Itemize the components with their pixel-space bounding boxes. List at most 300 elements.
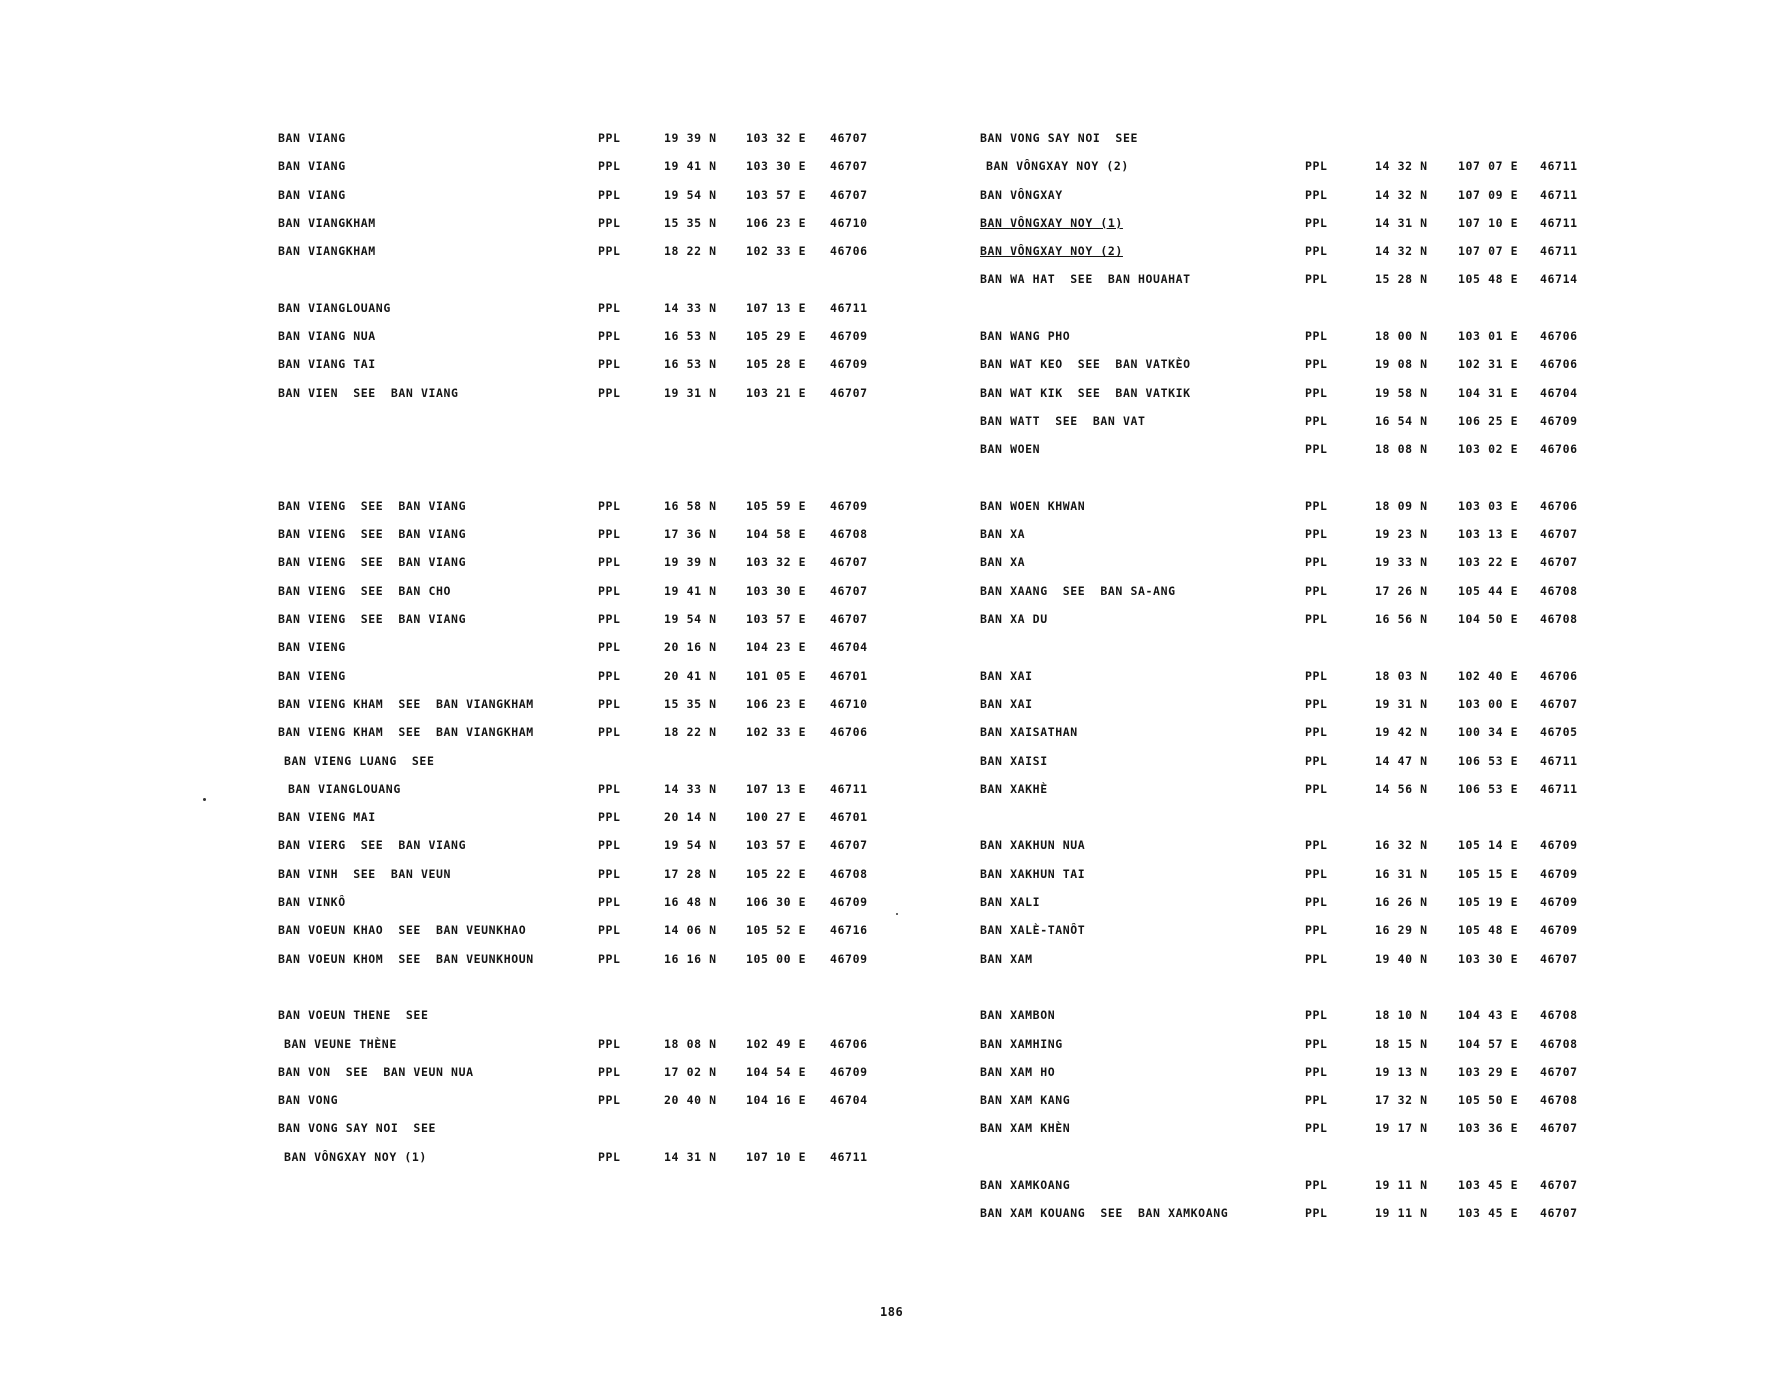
latitude: 16 53 N xyxy=(664,357,717,372)
gazetteer-entry xyxy=(980,668,1600,696)
place-name: BAN VINH SEE BAN VEUN xyxy=(278,866,452,881)
gazetteer-entry xyxy=(278,526,898,554)
feature-class: PPL xyxy=(1305,1206,1328,1221)
longitude: 105 52 E xyxy=(746,923,807,938)
longitude: 107 10 E xyxy=(746,1149,807,1164)
map-code: 46705 xyxy=(1540,725,1578,740)
place-name: BAN WOEN KHWAN xyxy=(980,498,1086,513)
longitude: 104 31 E xyxy=(1458,385,1519,400)
gazetteer-entry xyxy=(980,1036,1600,1064)
longitude: 103 30 E xyxy=(746,583,807,598)
feature-class: PPL xyxy=(1305,1036,1328,1051)
map-code: 46707 xyxy=(830,583,868,598)
gazetteer-entry xyxy=(980,753,1600,781)
place-name: BAN VONG SAY NOI SEE xyxy=(278,1121,436,1136)
place-name: BAN VOEUN KHAO SEE BAN VEUNKHAO xyxy=(278,923,527,938)
map-code: 46709 xyxy=(1540,838,1578,853)
blank-row xyxy=(980,470,1600,498)
map-code: 46707 xyxy=(1540,555,1578,570)
map-code: 46708 xyxy=(830,527,868,542)
gazetteer-entry xyxy=(278,894,898,922)
feature-class: PPL xyxy=(598,555,621,570)
gazetteer-entry xyxy=(278,1149,898,1177)
gazetteer-entry xyxy=(278,583,898,611)
gazetteer-entry xyxy=(278,1120,898,1148)
feature-class: PPL xyxy=(598,329,621,344)
place-name: BAN VIANG xyxy=(278,187,346,202)
feature-class: PPL xyxy=(598,215,621,230)
longitude: 105 22 E xyxy=(746,866,807,881)
place-name: BAN VIANG xyxy=(278,159,346,174)
feature-class: PPL xyxy=(598,159,621,174)
latitude: 14 47 N xyxy=(1375,753,1428,768)
longitude: 103 45 E xyxy=(1458,1177,1519,1192)
map-code: 46708 xyxy=(1540,1008,1578,1023)
gazetteer-entry xyxy=(980,781,1600,809)
blank-row xyxy=(278,979,898,1007)
feature-class: PPL xyxy=(1305,413,1328,428)
latitude: 16 16 N xyxy=(664,951,717,966)
latitude: 19 23 N xyxy=(1375,527,1428,542)
gazetteer-entry xyxy=(278,639,898,667)
feature-class: PPL xyxy=(1305,1008,1328,1023)
latitude: 19 33 N xyxy=(1375,555,1428,570)
longitude: 103 57 E xyxy=(746,612,807,627)
longitude: 102 40 E xyxy=(1458,668,1519,683)
longitude: 105 29 E xyxy=(746,329,807,344)
place-name: BAN XAMHING xyxy=(980,1036,1063,1051)
map-code: 46716 xyxy=(830,923,868,938)
gazetteer-entry xyxy=(278,498,898,526)
gazetteer-entry xyxy=(980,1177,1600,1205)
map-code: 46714 xyxy=(1540,272,1578,287)
gazetteer-entry xyxy=(980,894,1600,922)
gazetteer-entry xyxy=(278,1007,898,1035)
gazetteer-entry xyxy=(980,724,1600,752)
longitude: 107 10 E xyxy=(1458,215,1519,230)
latitude: 18 09 N xyxy=(1375,498,1428,513)
latitude: 19 41 N xyxy=(664,159,717,174)
latitude: 15 35 N xyxy=(664,215,717,230)
place-name: BAN XAI xyxy=(980,668,1033,683)
longitude: 106 25 E xyxy=(1458,413,1519,428)
latitude: 16 31 N xyxy=(1375,866,1428,881)
longitude: 105 44 E xyxy=(1458,583,1519,598)
gazetteer-entry xyxy=(980,356,1600,384)
gazetteer-entry xyxy=(980,187,1600,215)
map-code: 46711 xyxy=(1540,159,1578,174)
longitude: 107 07 E xyxy=(1458,244,1519,259)
feature-class: PPL xyxy=(598,923,621,938)
gazetteer-entry xyxy=(980,696,1600,724)
feature-class: PPL xyxy=(1305,442,1328,457)
feature-class: PPL xyxy=(598,612,621,627)
latitude: 19 39 N xyxy=(664,131,717,145)
place-name: BAN XAISATHAN xyxy=(980,725,1078,740)
feature-class: PPL xyxy=(1305,244,1328,259)
feature-class: PPL xyxy=(1305,866,1328,881)
map-code: 46706 xyxy=(830,244,868,259)
latitude: 17 26 N xyxy=(1375,583,1428,598)
gazetteer-entry xyxy=(278,356,898,384)
feature-class: PPL xyxy=(1305,895,1328,910)
blank-row xyxy=(980,979,1600,1007)
blank-row xyxy=(980,639,1600,667)
latitude: 18 22 N xyxy=(664,725,717,740)
place-name: BAN VIENG KHAM SEE BAN VIANGKHAM xyxy=(278,725,534,740)
place-name: BAN VIANGKHAM xyxy=(278,244,376,259)
gazetteer-entry xyxy=(278,951,898,979)
blank-row xyxy=(278,441,898,469)
longitude: 106 30 E xyxy=(746,895,807,910)
map-code: 46711 xyxy=(830,1149,868,1164)
right-column xyxy=(980,130,1600,1234)
feature-class: PPL xyxy=(598,357,621,372)
feature-class: PPL xyxy=(1305,329,1328,344)
map-code: 46709 xyxy=(1540,895,1578,910)
latitude: 19 17 N xyxy=(1375,1121,1428,1136)
blank-row xyxy=(278,271,898,299)
latitude: 15 28 N xyxy=(1375,272,1428,287)
feature-class: PPL xyxy=(598,1036,621,1051)
latitude: 18 22 N xyxy=(664,244,717,259)
longitude: 105 28 E xyxy=(746,357,807,372)
latitude: 19 39 N xyxy=(664,555,717,570)
map-code: 46707 xyxy=(830,838,868,853)
place-name: BAN XAM HO xyxy=(980,1064,1056,1079)
map-code: 46709 xyxy=(830,895,868,910)
place-name: BAN XAM xyxy=(980,951,1033,966)
gazetteer-entry xyxy=(278,243,898,271)
map-code: 46711 xyxy=(830,300,868,315)
place-name: BAN XAKHUN TAI xyxy=(980,866,1086,881)
place-name: BAN XAI xyxy=(980,696,1033,711)
gazetteer-entry xyxy=(278,158,898,186)
place-name: BAN VIENG SEE BAN VIANG xyxy=(278,527,467,542)
gazetteer-entry xyxy=(278,1092,898,1120)
longitude: 103 22 E xyxy=(1458,555,1519,570)
longitude: 103 36 E xyxy=(1458,1121,1519,1136)
longitude: 107 13 E xyxy=(746,781,807,796)
gazetteer-entry xyxy=(980,1092,1600,1120)
feature-class: PPL xyxy=(1305,668,1328,683)
place-name: BAN VIENG SEE BAN VIANG xyxy=(278,498,467,513)
latitude: 18 08 N xyxy=(664,1036,717,1051)
gazetteer-entry xyxy=(980,441,1600,469)
place-name: BAN VIENG SEE BAN VIANG xyxy=(278,555,467,570)
feature-class: PPL xyxy=(1305,215,1328,230)
place-name: BAN VIEN SEE BAN VIANG xyxy=(278,385,459,400)
gazetteer-entry xyxy=(980,130,1600,158)
place-name: BAN VONG xyxy=(278,1093,339,1108)
map-code: 46709 xyxy=(1540,413,1578,428)
feature-class: PPL xyxy=(1305,385,1328,400)
map-code: 46707 xyxy=(830,187,868,202)
latitude: 16 29 N xyxy=(1375,923,1428,938)
map-code: 46704 xyxy=(1540,385,1578,400)
gazetteer-entry xyxy=(278,1036,898,1064)
place-name: BAN XA xyxy=(980,527,1026,542)
gazetteer-entry xyxy=(278,922,898,950)
feature-class: PPL xyxy=(1305,357,1328,372)
map-code: 46708 xyxy=(1540,583,1578,598)
blank-row xyxy=(278,470,898,498)
map-code: 46709 xyxy=(830,329,868,344)
longitude: 104 58 E xyxy=(746,527,807,542)
longitude: 107 13 E xyxy=(746,300,807,315)
place-name: BAN VIENG SEE BAN CHO xyxy=(278,583,452,598)
feature-class: PPL xyxy=(598,1149,621,1164)
gazetteer-entry xyxy=(278,668,898,696)
longitude: 102 33 E xyxy=(746,725,807,740)
latitude: 19 08 N xyxy=(1375,357,1428,372)
place-name: BAN VIANG TAI xyxy=(278,357,376,372)
latitude: 16 58 N xyxy=(664,498,717,513)
gazetteer-entry xyxy=(980,837,1600,865)
place-name: BAN XALÈ-TANÔT xyxy=(980,923,1086,938)
place-name: BAN VÔNGXAY NOY (1) xyxy=(284,1149,427,1164)
longitude: 104 16 E xyxy=(746,1093,807,1108)
gazetteer-entry xyxy=(980,498,1600,526)
map-code: 46708 xyxy=(1540,612,1578,627)
gazetteer-entry xyxy=(278,328,898,356)
longitude: 100 27 E xyxy=(746,810,807,825)
latitude: 19 11 N xyxy=(1375,1206,1428,1221)
feature-class: PPL xyxy=(1305,159,1328,174)
gazetteer-entry xyxy=(278,215,898,243)
latitude: 16 53 N xyxy=(664,329,717,344)
gazetteer-entry xyxy=(278,753,898,781)
left-column xyxy=(278,130,898,1177)
longitude: 104 23 E xyxy=(746,640,807,655)
longitude: 103 03 E xyxy=(1458,498,1519,513)
map-code: 46707 xyxy=(1540,1177,1578,1192)
gazetteer-entry xyxy=(278,300,898,328)
latitude: 14 56 N xyxy=(1375,781,1428,796)
latitude: 17 28 N xyxy=(664,866,717,881)
gazetteer-entry xyxy=(980,611,1600,639)
longitude: 103 32 E xyxy=(746,131,807,145)
gazetteer-entry xyxy=(278,837,898,865)
longitude: 100 34 E xyxy=(1458,725,1519,740)
latitude: 15 35 N xyxy=(664,696,717,711)
place-name: BAN VIERG SEE BAN VIANG xyxy=(278,838,467,853)
map-code: 46709 xyxy=(1540,866,1578,881)
latitude: 14 32 N xyxy=(1375,187,1428,202)
latitude: 19 31 N xyxy=(1375,696,1428,711)
map-code: 46709 xyxy=(830,1064,868,1079)
gazetteer-entry xyxy=(278,866,898,894)
feature-class: PPL xyxy=(1305,498,1328,513)
map-code: 46704 xyxy=(830,1093,868,1108)
gazetteer-entry xyxy=(980,243,1600,271)
latitude: 14 31 N xyxy=(1375,215,1428,230)
place-name: BAN VIENG KHAM SEE BAN VIANGKHAM xyxy=(278,696,534,711)
latitude: 19 11 N xyxy=(1375,1177,1428,1192)
map-code: 46709 xyxy=(830,951,868,966)
feature-class: PPL xyxy=(1305,527,1328,542)
longitude: 103 30 E xyxy=(1458,951,1519,966)
gazetteer-entry xyxy=(980,215,1600,243)
longitude: 103 32 E xyxy=(746,555,807,570)
map-code: 46708 xyxy=(1540,1093,1578,1108)
scan-speck xyxy=(203,798,206,801)
feature-class: PPL xyxy=(598,696,621,711)
feature-class: PPL xyxy=(598,527,621,542)
longitude: 101 05 E xyxy=(746,668,807,683)
longitude: 105 48 E xyxy=(1458,923,1519,938)
place-name: BAN VIANGKHAM xyxy=(278,215,376,230)
gazetteer-entry xyxy=(278,1064,898,1092)
latitude: 20 40 N xyxy=(664,1093,717,1108)
gazetteer-entry xyxy=(980,554,1600,582)
place-name: BAN VOEUN KHOM SEE BAN VEUNKHOUN xyxy=(278,951,534,966)
latitude: 20 14 N xyxy=(664,810,717,825)
gazetteer-entry xyxy=(278,611,898,639)
gazetteer-entry xyxy=(980,922,1600,950)
place-name: BAN VIENG xyxy=(278,640,346,655)
map-code: 46707 xyxy=(830,555,868,570)
feature-class: PPL xyxy=(1305,725,1328,740)
feature-class: PPL xyxy=(598,781,621,796)
blank-row xyxy=(980,300,1600,328)
map-code: 46711 xyxy=(830,781,868,796)
feature-class: PPL xyxy=(598,583,621,598)
gazetteer-entry xyxy=(980,158,1600,186)
gazetteer-entry xyxy=(980,328,1600,356)
blank-row xyxy=(980,1149,1600,1177)
feature-class: PPL xyxy=(1305,272,1328,287)
place-name: BAN VIANGLOUANG xyxy=(288,781,401,796)
place-name: BAN XAANG SEE BAN SA-ANG xyxy=(980,583,1176,598)
latitude: 18 10 N xyxy=(1375,1008,1428,1023)
feature-class: PPL xyxy=(598,640,621,655)
longitude: 107 07 E xyxy=(1458,159,1519,174)
longitude: 105 15 E xyxy=(1458,866,1519,881)
latitude: 16 26 N xyxy=(1375,895,1428,910)
map-code: 46707 xyxy=(1540,527,1578,542)
gazetteer-entry xyxy=(980,413,1600,441)
place-name: BAN VEUNE THÈNE xyxy=(284,1036,397,1051)
map-code: 46707 xyxy=(1540,696,1578,711)
latitude: 17 32 N xyxy=(1375,1093,1428,1108)
feature-class: PPL xyxy=(598,951,621,966)
map-code: 46711 xyxy=(1540,187,1578,202)
place-name: BAN VÔNGXAY NOY (1) xyxy=(980,215,1123,230)
latitude: 20 16 N xyxy=(664,640,717,655)
latitude: 14 06 N xyxy=(664,923,717,938)
longitude: 103 57 E xyxy=(746,838,807,853)
gazetteer-entry xyxy=(980,1064,1600,1092)
map-code: 46707 xyxy=(830,131,868,145)
place-name: BAN VON SEE BAN VEUN NUA xyxy=(278,1064,474,1079)
latitude: 14 32 N xyxy=(1375,159,1428,174)
longitude: 105 50 E xyxy=(1458,1093,1519,1108)
place-name: BAN XAM KHÈN xyxy=(980,1121,1071,1136)
map-code: 46706 xyxy=(1540,357,1578,372)
feature-class: PPL xyxy=(1305,781,1328,796)
place-name: BAN VOEUN THENE SEE xyxy=(278,1008,429,1023)
feature-class: PPL xyxy=(598,725,621,740)
place-name: BAN XAKHÈ xyxy=(980,781,1048,796)
blank-row xyxy=(980,809,1600,837)
place-name: BAN VIANGLOUANG xyxy=(278,300,391,315)
latitude: 18 00 N xyxy=(1375,329,1428,344)
feature-class: PPL xyxy=(1305,1064,1328,1079)
map-code: 46706 xyxy=(830,725,868,740)
feature-class: PPL xyxy=(598,131,621,145)
feature-class: PPL xyxy=(1305,696,1328,711)
longitude: 105 59 E xyxy=(746,498,807,513)
longitude: 103 45 E xyxy=(1458,1206,1519,1221)
gazetteer-entry xyxy=(980,385,1600,413)
place-name: BAN XA xyxy=(980,555,1026,570)
place-name: BAN XAM KOUANG SEE BAN XAMKOANG xyxy=(980,1206,1229,1221)
map-code: 46706 xyxy=(1540,498,1578,513)
feature-class: PPL xyxy=(598,187,621,202)
latitude: 19 54 N xyxy=(664,838,717,853)
place-name: BAN VONG SAY NOI SEE xyxy=(980,131,1138,145)
latitude: 19 54 N xyxy=(664,187,717,202)
longitude: 103 00 E xyxy=(1458,696,1519,711)
place-name: BAN WAT KEO SEE BAN VATKÈO xyxy=(980,357,1191,372)
latitude: 19 42 N xyxy=(1375,725,1428,740)
latitude: 18 03 N xyxy=(1375,668,1428,683)
map-code: 46707 xyxy=(830,612,868,627)
map-code: 46707 xyxy=(1540,951,1578,966)
longitude: 102 33 E xyxy=(746,244,807,259)
longitude: 103 02 E xyxy=(1458,442,1519,457)
place-name: BAN VIANG NUA xyxy=(278,329,376,344)
longitude: 103 01 E xyxy=(1458,329,1519,344)
place-name: BAN XA DU xyxy=(980,612,1048,627)
gazetteer-entry xyxy=(980,526,1600,554)
map-code: 46707 xyxy=(1540,1206,1578,1221)
map-code: 46706 xyxy=(1540,668,1578,683)
latitude: 14 32 N xyxy=(1375,244,1428,259)
place-name: BAN VIENG LUANG SEE xyxy=(284,753,435,768)
gazetteer-entry xyxy=(980,866,1600,894)
place-name: BAN WATT SEE BAN VAT xyxy=(980,413,1146,428)
longitude: 106 23 E xyxy=(746,696,807,711)
map-code: 46711 xyxy=(1540,215,1578,230)
gazetteer-entry xyxy=(278,781,898,809)
gazetteer-entry xyxy=(980,1205,1600,1233)
map-code: 46707 xyxy=(1540,1121,1578,1136)
feature-class: PPL xyxy=(1305,1177,1328,1192)
place-name: BAN VÔNGXAY NOY (2) xyxy=(986,159,1129,174)
map-code: 46706 xyxy=(1540,329,1578,344)
gazetteer-entry xyxy=(980,951,1600,979)
place-name: BAN XAKHUN NUA xyxy=(980,838,1086,853)
feature-class: PPL xyxy=(1305,612,1328,627)
place-name: BAN VIENG xyxy=(278,668,346,683)
longitude: 107 09 E xyxy=(1458,187,1519,202)
latitude: 16 56 N xyxy=(1375,612,1428,627)
feature-class: PPL xyxy=(598,244,621,259)
latitude: 19 13 N xyxy=(1375,1064,1428,1079)
latitude: 19 31 N xyxy=(664,385,717,400)
gazetteer-entry xyxy=(278,385,898,413)
feature-class: PPL xyxy=(598,866,621,881)
scan-speck xyxy=(896,913,898,915)
gazetteer-entry xyxy=(980,1120,1600,1148)
feature-class: PPL xyxy=(1305,555,1328,570)
gazetteer-entry xyxy=(980,1007,1600,1035)
latitude: 17 02 N xyxy=(664,1064,717,1079)
longitude: 106 23 E xyxy=(746,215,807,230)
gazetteer-entry xyxy=(278,696,898,724)
